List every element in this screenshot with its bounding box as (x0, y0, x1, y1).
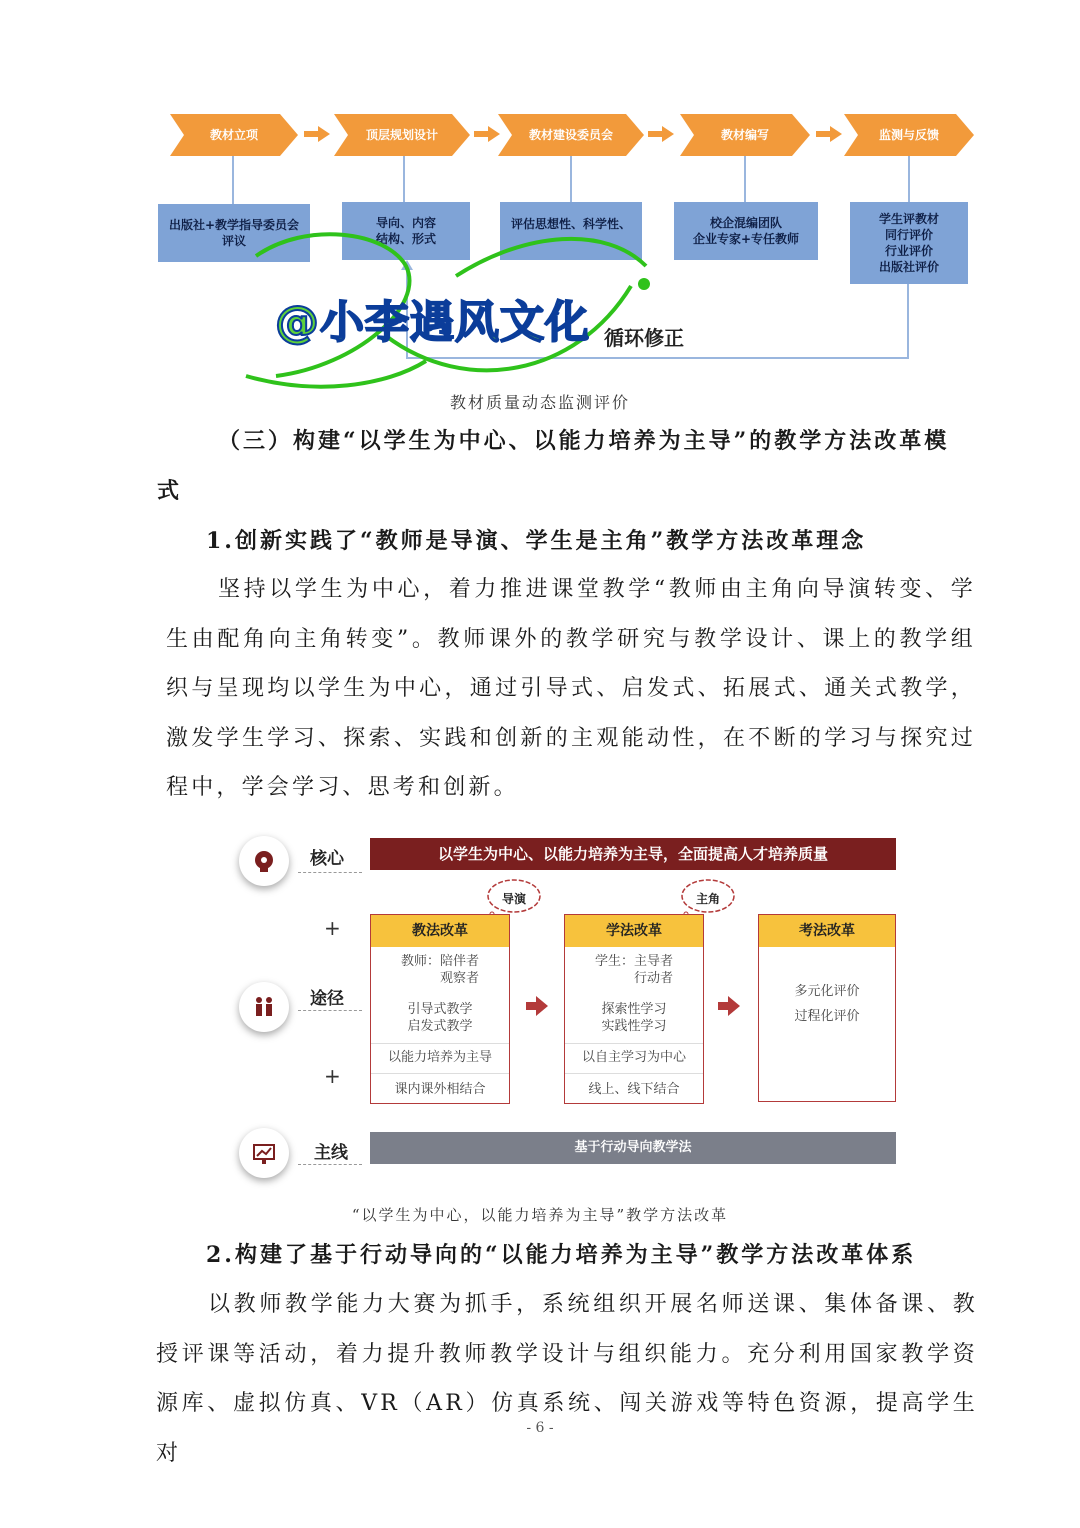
row-label-main: 主线 (314, 1143, 348, 1163)
paragraph-1: 坚持以学生为中心，着力推进课堂教学“教师由主角向导演转变、学生由配角向主角转变”。教师课外的教学研究与教学设计、课上的教学组织与呈现均以学生为中心，通过引导式、启发式、拓展式、通关式教学，激发学生学习、探索、实践和创新的主观能动性，在不断的学习与探究过程中，学会学习、思考和创新。 (166, 577, 976, 800)
cell-divider (371, 1073, 509, 1074)
method-reform-figure (0, 820, 1080, 1200)
bubble-director (486, 872, 542, 916)
figure2-caption: “以学生为中心，以能力培养为主导”教学方法改革 (351, 1206, 729, 1224)
red-arrow-icon (526, 996, 548, 1016)
dash-line (298, 1010, 362, 1011)
column-cell: 探索性学习 实践性学习 (601, 1002, 667, 1034)
connector (570, 156, 572, 202)
flow-arrow-icon (304, 124, 330, 144)
flow-step-1 (170, 114, 298, 156)
connector (744, 156, 746, 202)
flow-step-4 (680, 114, 810, 156)
paragraph-2: 以教师教学能力大赛为抓手，系统组织开展名师送课、集体备课、教授评课等活动，着力提升教师教学设计与组织能力。充分利用国家教学资源库、虚拟仿真、VR（AR）仿真系统、闯关游戏等特色资源，提高学生对 (156, 1292, 978, 1466)
flow-step-3-label: 教材建设委员会 (528, 128, 613, 142)
core-bar: 以学生为中心、以能力培养为主导，全面提高人才培养质量 (370, 838, 896, 870)
people-icon (239, 982, 289, 1032)
flow-step-5 (844, 114, 974, 156)
row-label-core: 核心 (310, 849, 344, 869)
flow-step-2-label: 顶层规划设计 (365, 128, 438, 142)
sub1-heading: 1.创新实践了“教师是导演、学生是主角”教学方法改革理念 (206, 528, 867, 554)
flow-box-5: 学生评教材 同行评价 行业评价 出版社评价 (850, 202, 968, 284)
bubble-lead (680, 872, 736, 916)
flow-box-2: 导向、内容 结构、形式 (342, 202, 470, 260)
dash-line (298, 1164, 362, 1165)
red-arrow-icon (718, 996, 740, 1016)
cell-divider (565, 1043, 703, 1044)
bubble-lead-label: 主角 (695, 892, 720, 906)
column-teaching (370, 914, 510, 1104)
column-assessment-title: 考法改革 (759, 915, 895, 947)
flow-step-5-label: 监测与反馈 (878, 128, 939, 142)
column-assessment (758, 914, 896, 1102)
flow-step-1-label: 教材立项 (209, 128, 258, 142)
column-cell: 以自主学习为中心 (581, 1050, 686, 1065)
column-cell: 引导式教学 启发式教学 (407, 1002, 473, 1034)
page-number: - 6 - (526, 1420, 554, 1436)
section3-heading-wrap: 式 (157, 478, 183, 504)
flow-step-4-label: 教材编写 (720, 128, 769, 142)
column-cell: 以能力培养为主导 (387, 1050, 492, 1065)
bubble-director-label: 导演 (501, 892, 526, 906)
connector (403, 156, 405, 202)
column-cell: 多元化评价 过程化评价 (794, 984, 860, 1024)
flow-arrow-icon (648, 124, 674, 144)
dash-line (298, 872, 362, 873)
watermark-text: @小李遇风文化 (275, 297, 590, 348)
column-cell: 线上、线下结合 (588, 1082, 680, 1097)
row-label-path: 途径 (310, 989, 344, 1009)
column-cell: 课内课外相结合 (394, 1082, 486, 1097)
flow-box-3-label: 评估思想性、科学性、 (510, 217, 631, 231)
column-learning (564, 914, 704, 1104)
plus-sign: + (324, 1064, 341, 1088)
flow-arrow-icon (816, 124, 842, 144)
cell-divider (565, 1073, 703, 1074)
flow-step-2 (334, 114, 470, 156)
loop-label-text: 循环修正 (604, 326, 684, 350)
cell-divider (371, 1043, 509, 1044)
head-icon (239, 836, 289, 886)
flow-arrow-icon (474, 124, 500, 144)
flow-step-3 (498, 114, 644, 156)
column-learning-title: 学法改革 (565, 915, 703, 947)
section3-heading: （三）构建“以学生为中心、以能力培养为主导”的教学方法改革模 (218, 428, 950, 454)
plus-sign: + (324, 916, 341, 940)
flow-box-4: 校企混编团队 企业专家+专任教师 (674, 202, 818, 260)
chart-icon (239, 1128, 289, 1178)
flow-box-1: 出版社+教学指导委员会 评议 (158, 204, 310, 262)
column-cell: 教师：陪伴者 观察者 (400, 954, 479, 986)
sub2-heading: 2.构建了基于行动导向的“以能力培养为主导”教学方法改革体系 (206, 1242, 917, 1268)
column-teaching-title: 教法改革 (371, 915, 509, 947)
column-cell: 学生：主导者 行动者 (594, 954, 673, 986)
figure1-caption: 教材质量动态监测评价 (449, 393, 630, 412)
connector (232, 156, 234, 204)
connector (908, 156, 910, 202)
main-bar: 基于行动导向教学法 (370, 1132, 896, 1164)
